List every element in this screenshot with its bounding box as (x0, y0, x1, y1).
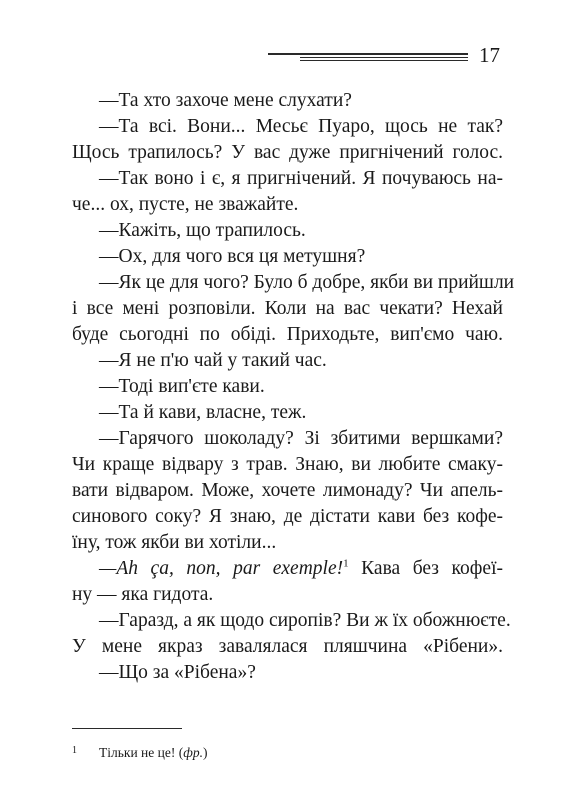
page-number: 17 (479, 43, 500, 67)
text-line: —Та й кави, власне, теж. (99, 402, 307, 423)
body-text (72, 88, 515, 686)
text-line: че... ох, пусте, не зважайте. (72, 194, 299, 215)
footnote-text: Тільки не це! (99, 745, 179, 760)
header-rule-thin (300, 57, 468, 58)
header-rule-thin (300, 60, 468, 61)
footnote-lang-open: ( (178, 745, 184, 760)
running-header (0, 42, 564, 72)
text-line (72, 556, 503, 582)
text-line: —Та всі. Вони... Месьє Пуаро, щось не так? (99, 116, 503, 137)
footnote-number: 1 (72, 745, 77, 756)
text-line: синового соку? Я знаю, де дістати кави без кофе- (72, 506, 503, 527)
text-line: —Гаразд, а як щодо сиропів? Ви ж їх обожнюєте. (99, 610, 511, 631)
header-rule-thick (268, 53, 468, 55)
text-line: —Так воно і є, я пригнічений. Я почуваюсь на- (99, 168, 503, 189)
text-line: —Та хто захоче мене слухати? (99, 90, 352, 111)
text-line: —Я не п'ю чай у такий час. (99, 350, 327, 371)
footnote-lang: фр. (183, 745, 203, 760)
text-line: —Тоді вип'єте кави. (99, 376, 265, 397)
footnote-mark: 1 (343, 557, 349, 570)
text-line: Чи краще відвару з трав. Знаю, ви любите смаку- (72, 454, 503, 475)
text-line: —Кажіть, що трапилось. (99, 220, 306, 241)
footnote (72, 744, 207, 762)
text-line: Щось трапилось? У вас дуже пригнічений голос. (72, 142, 503, 163)
foreign-phrase: —Ah ça, non, par exemple! (99, 558, 344, 579)
text-line: У мене якраз завалялася пляшчина «Рібени». (72, 636, 503, 657)
text-line: їну, тож якби ви хотіли... (72, 532, 277, 553)
text-line: буде сьогодні по обіді. Приходьте, вип'ємо чаю. (72, 324, 503, 345)
text-line: —Як це для чого? Було б добре, якби ви прийшли (99, 272, 515, 293)
text-line: вати відваром. Може, хочете лимонаду? Чи апель- (72, 480, 503, 501)
footnote-lang-close: ) (202, 745, 208, 760)
text-line: ну — яка гидота. (72, 584, 214, 605)
text-line: —Гарячого шоколаду? Зі збитими вершками? (99, 428, 503, 449)
line-text: Кава без кофеї- (348, 558, 503, 579)
text-line: —Ох, для чого вся ця метушня? (99, 246, 366, 267)
text-line: і все мені розповіли. Коли на вас чекати? Нехай (72, 298, 503, 319)
text-line: —Що за «Рібена»? (99, 662, 256, 683)
footnote-rule (72, 728, 182, 729)
